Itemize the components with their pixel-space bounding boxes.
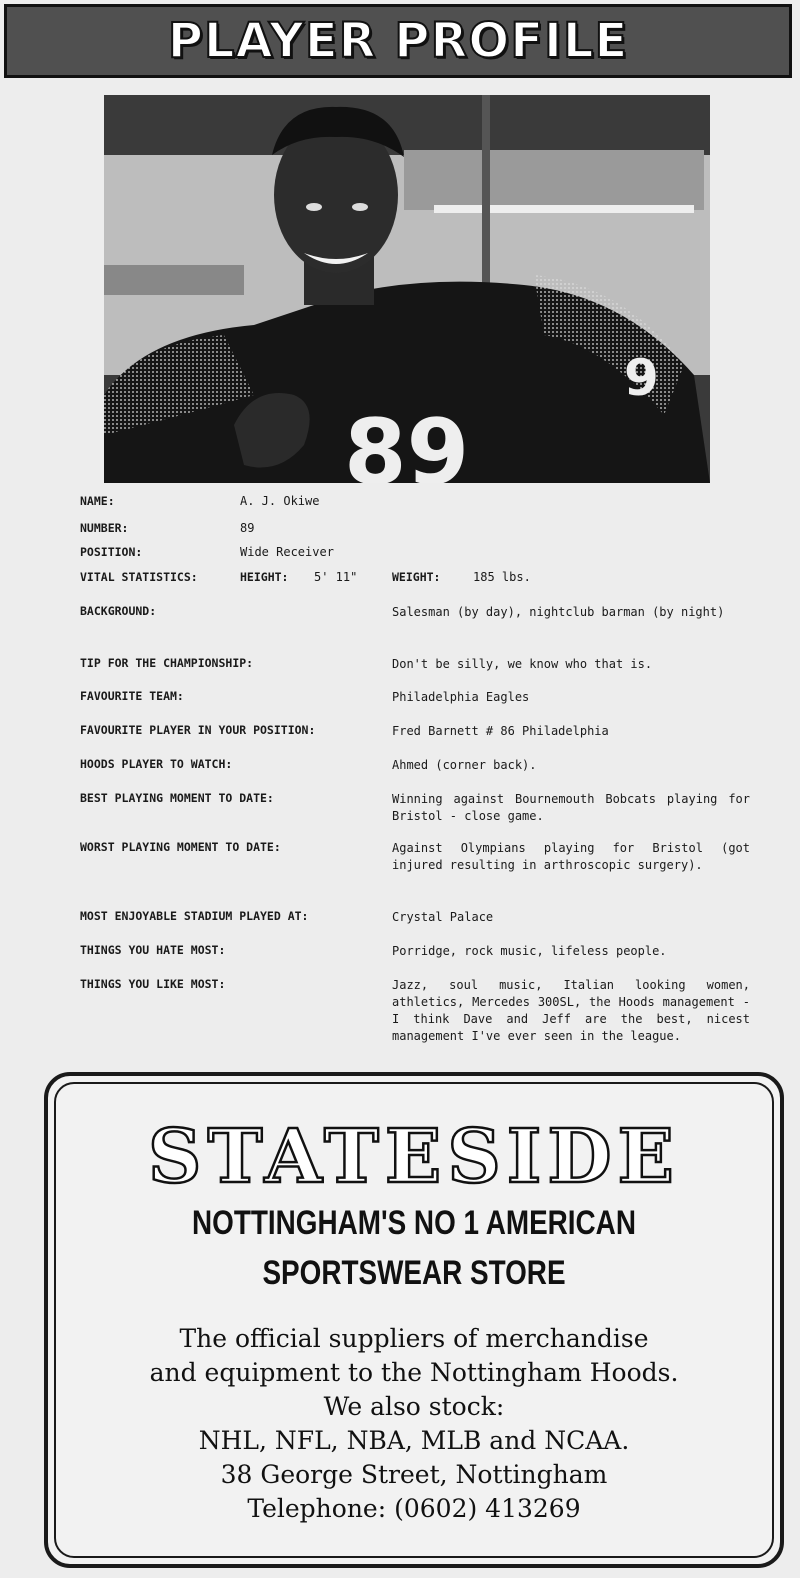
- svg-text:89: 89: [344, 400, 470, 483]
- tip-label: TIP FOR THE CHAMPIONSHIP:: [80, 656, 254, 670]
- best-moment-label: BEST PLAYING MOMENT TO DATE:: [80, 791, 274, 805]
- best-moment-value: Winning against Bournemouth Bobcats playing for Bristol - close game.: [392, 792, 750, 823]
- position-value: Wide Receiver: [240, 545, 334, 559]
- advert-body-line: Telephone: (0602) 413269: [247, 1494, 581, 1523]
- advert-body-line: 38 George Street, Nottingham: [220, 1460, 608, 1489]
- hoods-player-value: Ahmed (corner back).: [392, 758, 537, 772]
- hate-label: THINGS YOU HATE MOST:: [80, 943, 226, 957]
- height-label: HEIGHT:: [240, 570, 289, 584]
- vital-statistics-label: VITAL STATISTICS:: [80, 570, 198, 584]
- advert-body: [48, 1322, 780, 1526]
- position-label: POSITION:: [80, 545, 143, 559]
- weight-label: WEIGHT:: [392, 570, 441, 584]
- favourite-player-value: Fred Barnett # 86 Philadelphia: [392, 724, 609, 738]
- favourite-player-label: FAVOURITE PLAYER IN YOUR POSITION:: [80, 723, 316, 737]
- favourite-team-label: FAVOURITE TEAM:: [80, 689, 184, 703]
- favourite-team-value: Philadelphia Eagles: [392, 690, 530, 704]
- number-label: NUMBER:: [80, 521, 129, 535]
- like-value: Jazz, soul music, Italian looking women, athletics, Mercedes 300SL, the Hoods management - I think Dave and Jeff are the best, nicest management I've ever seen in the league.: [392, 978, 750, 1043]
- advert-body-line: NHL, NFL, NBA, MLB and NCAA.: [198, 1426, 630, 1455]
- weight-value: 185 lbs.: [473, 570, 531, 584]
- store-name: STATESIDE: [148, 1114, 680, 1200]
- hate-value: Porridge, rock music, lifeless people.: [392, 944, 667, 958]
- stadium-value: Crystal Palace: [392, 910, 494, 924]
- name-label: NAME:: [80, 494, 115, 508]
- tagline-line-1: NOTTINGHAM'S NO 1 AMERICAN: [192, 1204, 636, 1242]
- number-value: 89: [240, 521, 255, 535]
- hoods-player-label: HOODS PLAYER TO WATCH:: [80, 757, 233, 771]
- worst-moment-label: WORST PLAYING MOMENT TO DATE:: [80, 840, 281, 854]
- header-banner: [4, 4, 792, 78]
- player-photo-illustration: [104, 95, 710, 483]
- advert-body-line: The official suppliers of merchandise: [179, 1324, 649, 1353]
- svg-text:9: 9: [624, 349, 659, 407]
- tagline-line-2: SPORTSWEAR STORE: [262, 1254, 566, 1292]
- background-label: BACKGROUND:: [80, 604, 157, 618]
- worst-moment-value: Against Olympians playing for Bristol (got injured resulting in arthroscopic surgery).: [392, 841, 750, 872]
- background-value: Salesman (by day), nightclub barman (by night): [392, 605, 725, 619]
- height-value: 5' 11": [314, 570, 358, 584]
- name-value: A. J. Okiwe: [240, 494, 320, 508]
- stateside-advertisement: [44, 1072, 784, 1568]
- stadium-label: MOST ENJOYABLE STADIUM PLAYED AT:: [80, 909, 309, 923]
- advert-body-line: and equipment to the Nottingham Hoods.: [149, 1358, 679, 1387]
- page-title: PLAYER PROFILE: [167, 13, 629, 69]
- advert-body-line: We also stock:: [323, 1392, 505, 1421]
- like-label: THINGS YOU LIKE MOST:: [80, 977, 226, 991]
- player-photo: [104, 95, 710, 483]
- tip-value: Don't be silly, we know who that is.: [392, 657, 653, 671]
